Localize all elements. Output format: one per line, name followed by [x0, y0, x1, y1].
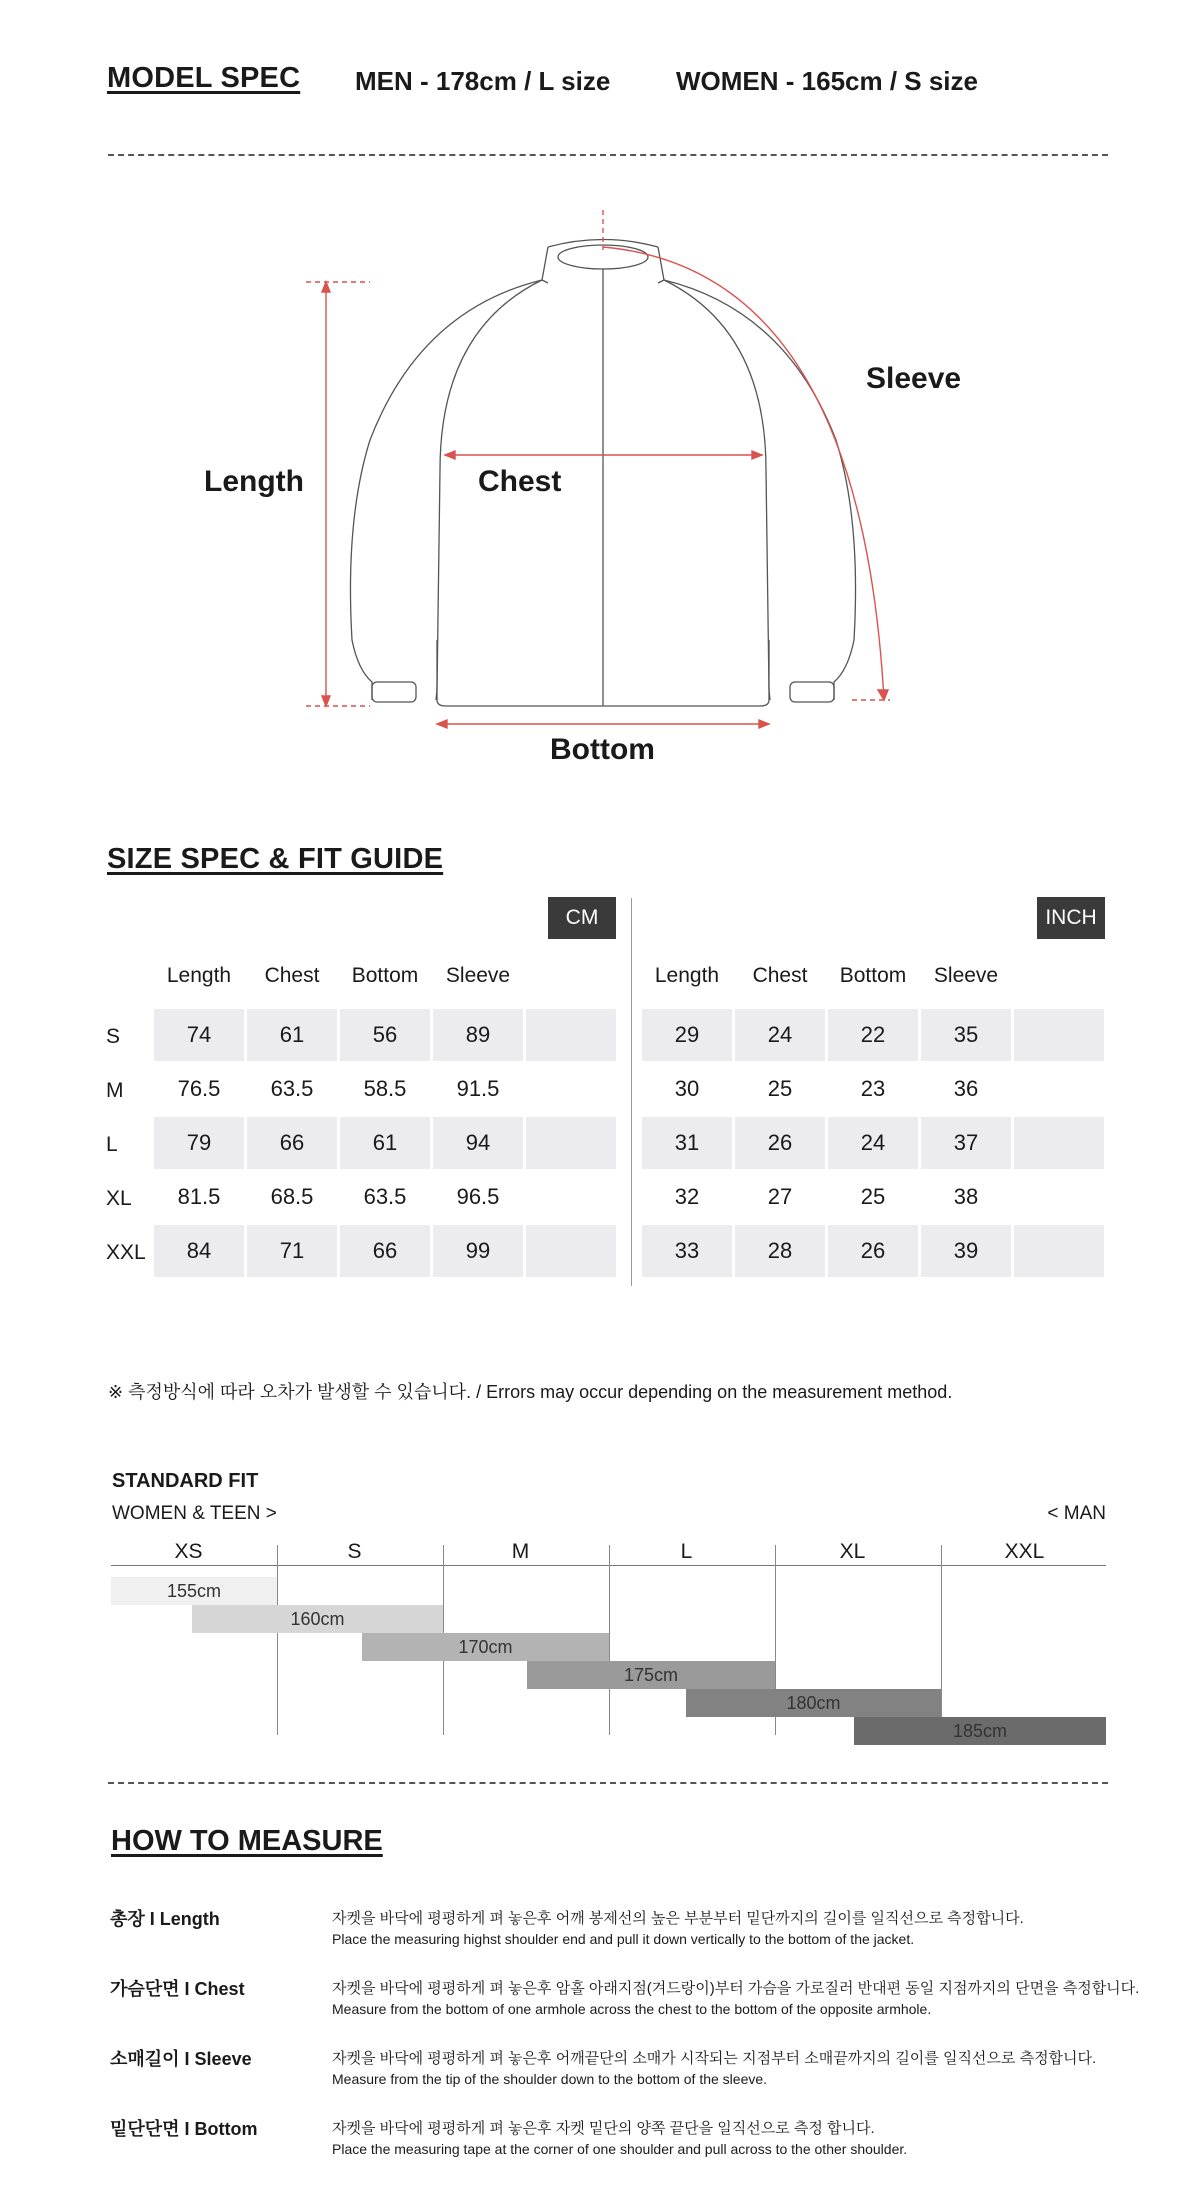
jacket-diagram	[0, 180, 1200, 800]
cm-cell: 76.5	[177, 1076, 221, 1101]
cm-cell: 94	[433, 1117, 523, 1169]
height-bar-155: 155cm	[111, 1577, 277, 1605]
cm-cell: 63.5	[270, 1076, 314, 1101]
cm-cell: 79	[154, 1117, 244, 1169]
inch-cell: 36	[953, 1076, 979, 1101]
measure-label-sleeve: 소매길이 I Sleeve	[110, 2049, 252, 2069]
height-bar-160: 160cm	[192, 1605, 443, 1633]
cm-cell: 63.5	[363, 1184, 407, 1209]
how-to-measure-title: HOW TO MEASURE	[111, 1825, 383, 1857]
cm-cell-empty	[526, 1009, 616, 1061]
measure-label-bottom: 밑단단면 I Bottom	[110, 2119, 258, 2139]
fit-size-m: M	[511, 1540, 530, 1563]
measure-desc-en: Place the measuring tape at the corner of one shoulder and pull across to the other shoulder.	[332, 2141, 908, 2157]
height-bar-175: 175cm	[527, 1661, 775, 1689]
size-row-label: XXL	[106, 1241, 146, 1264]
fit-grid-line	[609, 1545, 610, 1735]
size-row-label: S	[106, 1025, 121, 1048]
fit-grid-line	[277, 1545, 278, 1735]
diagram-bottom-label: Bottom	[550, 733, 655, 766]
diagram-chest-label: Chest	[478, 465, 562, 498]
inch-cell: 25	[767, 1076, 793, 1101]
cm-header-bottom: Bottom	[351, 964, 419, 987]
measure-desc-en: Measure from the bottom of one armhole across the chest to the bottom of the opposite armhole.	[332, 2001, 932, 2017]
inch-cell-empty	[1014, 1009, 1104, 1061]
fit-women-label: WOMEN & TEEN >	[112, 1503, 277, 1524]
model-spec-women: WOMEN - 165cm / S size	[676, 66, 978, 96]
inch-header-bottom: Bottom	[839, 964, 907, 987]
inch-cell: 31	[642, 1117, 732, 1169]
inch-cell: 27	[767, 1184, 793, 1209]
size-row-label: L	[106, 1133, 118, 1156]
model-spec-title: MODEL SPEC	[107, 62, 301, 94]
inch-cell-empty	[1014, 1225, 1104, 1277]
diagram-length-label: Length	[204, 465, 304, 498]
cm-cell: 71	[247, 1225, 337, 1277]
cm-cell: 84	[154, 1225, 244, 1277]
inch-cell: 33	[642, 1225, 732, 1277]
cm-cell: 68.5	[270, 1184, 314, 1209]
section-divider	[108, 1782, 1108, 1784]
cm-cell-empty	[526, 1117, 616, 1169]
measure-desc-en: Measure from the tip of the shoulder down to the bottom of the sleeve.	[332, 2071, 768, 2087]
size-row-label: M	[106, 1079, 124, 1102]
measure-label-length: 총장 I Length	[110, 1909, 220, 1929]
cm-header-chest: Chest	[264, 964, 320, 987]
inch-cell: 24	[828, 1117, 918, 1169]
height-bar-170: 170cm	[362, 1633, 609, 1661]
inch-cell: 35	[921, 1009, 1011, 1061]
fit-size-xl: XL	[839, 1540, 866, 1563]
inch-cell: 37	[921, 1117, 1011, 1169]
height-bar-180: 180cm	[686, 1689, 941, 1717]
cm-header-sleeve: Sleeve	[445, 964, 511, 987]
measure-desc-ko: 자켓을 바닥에 평평하게 펴 놓은후 어깨끝단의 소매가 시작되는 지점부터 소매끝까지의 길이를 일직선으로 측정합니다.	[332, 2050, 1097, 2067]
cm-cell: 61	[340, 1117, 430, 1169]
height-bar-185: 185cm	[854, 1717, 1106, 1745]
inch-cell: 28	[735, 1225, 825, 1277]
inch-cell: 30	[674, 1076, 700, 1101]
cm-cell: 74	[154, 1009, 244, 1061]
inch-header-sleeve: Sleeve	[933, 964, 999, 987]
inch-cell: 39	[921, 1225, 1011, 1277]
cm-cell: 89	[433, 1009, 523, 1061]
fit-size-s: S	[347, 1540, 362, 1563]
inch-cell: 24	[735, 1009, 825, 1061]
diagram-sleeve-label: Sleeve	[866, 362, 962, 395]
fit-size-l: L	[680, 1540, 693, 1563]
fit-size-xs: XS	[174, 1540, 203, 1563]
inch-cell: 32	[674, 1184, 700, 1209]
inch-unit-badge: INCH	[1037, 897, 1105, 939]
fit-man-label: < MAN	[1047, 1503, 1106, 1524]
inch-cell-empty	[1014, 1117, 1104, 1169]
measurement-note: ※ 측정방식에 따라 오차가 발생할 수 있습니다. / Errors may occur depending on the measurement method.	[108, 1382, 953, 1402]
measure-label-chest: 가슴단면 I Chest	[110, 1979, 245, 1999]
inch-cell: 29	[642, 1009, 732, 1061]
measure-desc-ko: 자켓을 바닥에 평평하게 펴 놓은후 어깨 봉제선의 높은 부분부터 밑단까지의 길이를 일직선으로 측정합니다.	[332, 1910, 1024, 1927]
inch-header-length: Length	[654, 964, 720, 987]
cm-cell: 56	[340, 1009, 430, 1061]
fit-size-xxl: XXL	[1004, 1540, 1045, 1563]
cm-cell: 91.5	[456, 1076, 500, 1101]
size-row-label: XL	[106, 1187, 132, 1210]
table-divider	[631, 898, 632, 1286]
cm-cell: 58.5	[363, 1076, 407, 1101]
inch-cell: 25	[860, 1184, 886, 1209]
inch-cell: 22	[828, 1009, 918, 1061]
measure-desc-ko: 자켓을 바닥에 평평하게 펴 놓은후 암홀 아래지점(겨드랑이)부터 가슴을 가로질러 반대편 동일 지점까지의 단면을 측정합니다.	[332, 1980, 1140, 1997]
measure-desc-en: Place the measuring highst shoulder end and pull it down vertically to the bottom of the jacket.	[332, 1931, 915, 1947]
cm-unit-badge: CM	[548, 897, 616, 939]
size-spec-title: SIZE SPEC & FIT GUIDE	[107, 843, 444, 875]
cm-cell: 61	[247, 1009, 337, 1061]
measure-desc-ko: 자켓을 바닥에 평평하게 펴 놓은후 자켓 밑단의 양쪽 끝단을 일직선으로 측정 합니다.	[332, 2120, 875, 2137]
inch-cell: 26	[828, 1225, 918, 1277]
inch-cell: 38	[953, 1184, 979, 1209]
cm-cell: 81.5	[177, 1184, 221, 1209]
cm-cell: 99	[433, 1225, 523, 1277]
cm-cell: 96.5	[456, 1184, 500, 1209]
cm-cell: 66	[340, 1225, 430, 1277]
inch-header-chest: Chest	[752, 964, 808, 987]
standard-fit-title: STANDARD FIT	[112, 1470, 259, 1492]
model-spec-men: MEN - 178cm / L size	[355, 66, 611, 96]
cm-cell: 66	[247, 1117, 337, 1169]
section-divider	[108, 154, 1108, 156]
inch-cell: 23	[860, 1076, 886, 1101]
cm-header-length: Length	[166, 964, 232, 987]
inch-cell: 26	[735, 1117, 825, 1169]
fit-grid-line	[941, 1545, 942, 1735]
cm-cell-empty	[526, 1225, 616, 1277]
